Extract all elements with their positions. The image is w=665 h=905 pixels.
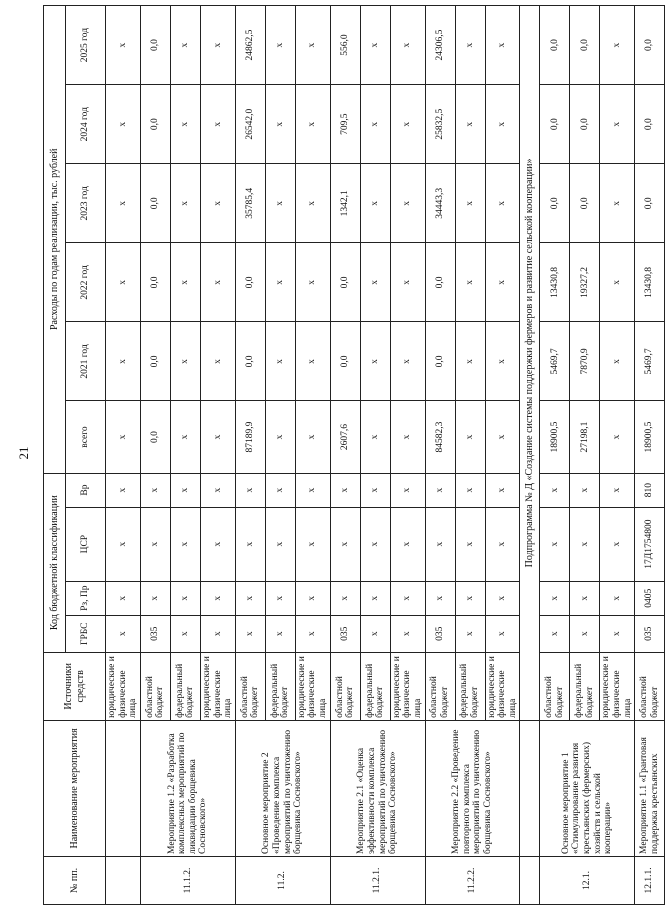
cell-y2023: х	[170, 164, 200, 243]
cell-source: юридические и физические лица	[200, 652, 235, 720]
cell-num: 11.1.2.	[140, 856, 235, 904]
table-row	[425, 6, 455, 905]
cell-y2023: 34443,3	[425, 164, 455, 243]
cell-y2023: х	[200, 164, 235, 243]
subprogram-title: Подпрограмма № Д «Создание системы поддержки фермеров и развитие сельской кооперации»	[520, 6, 540, 721]
cell-y2021: 0,0	[330, 322, 360, 401]
cell-y2021: х	[106, 322, 141, 401]
cell-rzpr: х	[140, 581, 170, 615]
cell-source: юридические и физические лица	[295, 652, 330, 720]
cell-name: Основное мероприятие 2 «Проведение комплекса мероприятий по уничтожению борщевика Сосновского»	[235, 720, 330, 856]
cell-y2025: 0,0	[635, 6, 665, 85]
cell-grbs: х	[360, 615, 390, 652]
cell-grbs: 035	[330, 615, 360, 652]
cell-total: 2607,6	[330, 401, 360, 473]
expenses-header: Расходы по годам реализации, тыс. рублей	[44, 6, 66, 474]
cell-source: областной бюджет	[540, 652, 570, 720]
cell-y2021: х	[390, 322, 425, 401]
cell-rzpr: х	[200, 581, 235, 615]
cell-source: юридические и физические лица	[390, 652, 425, 720]
cell-y2023: х	[485, 164, 520, 243]
cell-name: Мероприятие 2.1 «Оценка эффективности комплекса мероприятий по уничтожению борщевика Сосновского»	[330, 720, 425, 856]
cell-y2022: х	[200, 243, 235, 322]
col-csr-header: ЦСР	[66, 507, 106, 581]
cell-y2024: 25832,5	[425, 85, 455, 164]
cell-y2024: х	[106, 85, 141, 164]
cell-csr: х	[570, 507, 600, 581]
cell-y2021: 5469,7	[635, 322, 665, 401]
cell-total: х	[106, 401, 141, 473]
cell-y2021: 7870,9	[570, 322, 600, 401]
cell-grbs: х	[485, 615, 520, 652]
cell-name: Мероприятие 1.1 «Грантовая поддержка крестьянских	[635, 720, 665, 856]
cell-y2022: х	[390, 243, 425, 322]
cell-y2024: 0,0	[635, 85, 665, 164]
cell-y2023: х	[455, 164, 485, 243]
cell-y2025: х	[360, 6, 390, 85]
cell-rzpr: х	[170, 581, 200, 615]
cell-total: х	[170, 401, 200, 473]
cell-source: федеральный бюджет	[170, 652, 200, 720]
cell-y2024: х	[455, 85, 485, 164]
cell-y2025: х	[600, 6, 635, 85]
cell-total: 27198,1	[570, 401, 600, 473]
cell-rzpr: х	[295, 581, 330, 615]
cell-y2023: х	[390, 164, 425, 243]
cell-total: 87189,9	[235, 401, 265, 473]
col-year-2023: 2023 год	[66, 164, 106, 243]
cell-total: х	[390, 401, 425, 473]
cell-source: федеральный бюджет	[265, 652, 295, 720]
cell-y2021: 0,0	[235, 322, 265, 401]
cell-source: юридические и физические лица	[485, 652, 520, 720]
col-rzpr-header: Рз, Пр	[66, 581, 106, 615]
table-row	[540, 6, 570, 905]
col-grbs-header: ГРБС	[66, 615, 106, 652]
cell-total: 0,0	[140, 401, 170, 473]
cell-y2025: 24306,5	[425, 6, 455, 85]
cell-grbs: х	[540, 615, 570, 652]
col-sources-header: Источники средств	[44, 652, 106, 720]
cell-y2023: х	[600, 164, 635, 243]
cell-y2022: х	[170, 243, 200, 322]
cell-y2023: 1342,1	[330, 164, 360, 243]
cell-rzpr: х	[570, 581, 600, 615]
cell-y2022: х	[485, 243, 520, 322]
cell-y2023: х	[295, 164, 330, 243]
cell-num: 11.2.2.	[425, 856, 520, 904]
cell-y2024: 0,0	[570, 85, 600, 164]
cell-csr: х	[540, 507, 570, 581]
col-num-header: № пп.	[44, 856, 106, 904]
document-page	[43, 0, 660, 905]
cell-total: х	[360, 401, 390, 473]
cell-vr: х	[600, 473, 635, 507]
cell-csr: х	[330, 507, 360, 581]
cell-rzpr: х	[455, 581, 485, 615]
cell-grbs: х	[106, 615, 141, 652]
col-year-2024: 2024 год	[66, 85, 106, 164]
cell-y2025: х	[455, 6, 485, 85]
cell-num: 12.1.1.	[635, 856, 665, 904]
cell-y2021: 0,0	[140, 322, 170, 401]
cell-total: х	[265, 401, 295, 473]
table-row	[330, 6, 360, 905]
cell-y2021: х	[170, 322, 200, 401]
cell-y2023: 0,0	[140, 164, 170, 243]
cell-y2022: х	[265, 243, 295, 322]
cell-grbs: х	[170, 615, 200, 652]
cell-y2021: 5469,7	[540, 322, 570, 401]
cell-csr: х	[455, 507, 485, 581]
cell-rzpr: х	[106, 581, 141, 615]
cell-total: х	[295, 401, 330, 473]
cell-grbs: х	[295, 615, 330, 652]
cell-y2022: х	[455, 243, 485, 322]
cell-y2022: х	[106, 243, 141, 322]
cell-vr: х	[570, 473, 600, 507]
cell-num: 12.1.	[540, 856, 635, 904]
cell-y2024: х	[200, 85, 235, 164]
page-number: 21	[16, 446, 31, 460]
cell-y2021: х	[455, 322, 485, 401]
cell-source: областной бюджет	[425, 652, 455, 720]
cell-total: 18900,5	[540, 401, 570, 473]
cell-source: областной бюджет	[235, 652, 265, 720]
table-row	[235, 6, 265, 905]
cell-y2024: 0,0	[140, 85, 170, 164]
cell-csr: х	[235, 507, 265, 581]
cell-csr: х	[360, 507, 390, 581]
cell-csr: х	[600, 507, 635, 581]
cell-y2025: 24862,5	[235, 6, 265, 85]
cell-grbs: х	[600, 615, 635, 652]
col-year-2025: 2025 год	[66, 6, 106, 85]
cell-y2025: х	[200, 6, 235, 85]
cell-rzpr: х	[540, 581, 570, 615]
cell-y2023: х	[265, 164, 295, 243]
cell-vr: х	[360, 473, 390, 507]
cell-total: х	[600, 401, 635, 473]
cell-vr: х	[295, 473, 330, 507]
cell-grbs: х	[200, 615, 235, 652]
cell-grbs: х	[235, 615, 265, 652]
cell-source: федеральный бюджет	[455, 652, 485, 720]
cell-grbs: 035	[425, 615, 455, 652]
cell-rzpr: х	[360, 581, 390, 615]
cell-num	[520, 856, 540, 904]
cell-csr: х	[425, 507, 455, 581]
cell-y2024: х	[170, 85, 200, 164]
cell-vr: х	[455, 473, 485, 507]
table-row	[140, 6, 170, 905]
cell-y2024: х	[295, 85, 330, 164]
cell-csr: х	[106, 507, 141, 581]
cell-rzpr: х	[235, 581, 265, 615]
cell-y2021: 0,0	[425, 322, 455, 401]
cell-name: Основное мероприятие 1 «Стимулирование развития крестьянских (фермерских) хозяйств и сельской кооперации»	[540, 720, 635, 856]
cell-y2021: х	[265, 322, 295, 401]
cell-source: федеральный бюджет	[360, 652, 390, 720]
cell-total: 18900,5	[635, 401, 665, 473]
cell-y2021: х	[295, 322, 330, 401]
cell-vr: х	[265, 473, 295, 507]
cell-y2025: 0,0	[540, 6, 570, 85]
cell-y2023: 0,0	[540, 164, 570, 243]
table-row	[635, 6, 665, 905]
cell-vr: х	[140, 473, 170, 507]
cell-y2025: х	[485, 6, 520, 85]
cell-source: областной бюджет	[140, 652, 170, 720]
cell-grbs: х	[390, 615, 425, 652]
cell-grbs: х	[455, 615, 485, 652]
cell-y2022: 0,0	[425, 243, 455, 322]
col-vr-header: Вр	[66, 473, 106, 507]
cell-y2025: 0,0	[140, 6, 170, 85]
cell-vr: х	[170, 473, 200, 507]
cell-y2022: х	[360, 243, 390, 322]
cell-y2025: х	[295, 6, 330, 85]
cell-num: 11.2.1.	[330, 856, 425, 904]
cell-rzpr: х	[485, 581, 520, 615]
cell-rzpr: х	[265, 581, 295, 615]
cell-total: х	[200, 401, 235, 473]
cell-y2022: 13430,8	[540, 243, 570, 322]
cell-rzpr: х	[390, 581, 425, 615]
cell-y2023: 0,0	[635, 164, 665, 243]
cell-y2025: х	[390, 6, 425, 85]
cell-grbs: 035	[635, 615, 665, 652]
cell-name	[520, 720, 540, 856]
cell-source: юридические и физические лица	[600, 652, 635, 720]
cell-csr: х	[295, 507, 330, 581]
col-total-header: всего	[66, 401, 106, 473]
cell-y2022: 0,0	[235, 243, 265, 322]
cell-y2022: 13430,8	[635, 243, 665, 322]
cell-vr: х	[330, 473, 360, 507]
table-row	[106, 6, 141, 905]
cell-y2024: 709,5	[330, 85, 360, 164]
cell-y2021: х	[360, 322, 390, 401]
cell-csr: х	[170, 507, 200, 581]
cell-vr: 810	[635, 473, 665, 507]
cell-name	[106, 720, 141, 856]
cell-num: 11.2.	[235, 856, 330, 904]
cell-vr: х	[540, 473, 570, 507]
cell-rzpr: 0405	[635, 581, 665, 615]
cell-csr: х	[200, 507, 235, 581]
cell-grbs: х	[570, 615, 600, 652]
cell-y2025: х	[170, 6, 200, 85]
cell-y2023: х	[360, 164, 390, 243]
cell-y2022: х	[295, 243, 330, 322]
cell-num	[106, 856, 141, 904]
cell-y2025: 556,0	[330, 6, 360, 85]
cell-y2024: х	[600, 85, 635, 164]
cell-csr: х	[140, 507, 170, 581]
cell-total: х	[455, 401, 485, 473]
cell-name: Мероприятие 2.2 «Проведение повторного комплекса мероприятий по уничтожению борщевика Сосновского»	[425, 720, 520, 856]
col-year-2022: 2022 год	[66, 243, 106, 322]
cell-name: Мероприятие 1.2 «Разработка комплексных мероприятий по ликвидации борщевика Сосновского»	[140, 720, 235, 856]
cell-y2021: х	[485, 322, 520, 401]
col-name-header: Наименование мероприятия	[44, 720, 106, 856]
cell-y2022: х	[600, 243, 635, 322]
cell-source: областной бюджет	[330, 652, 360, 720]
cell-vr: х	[485, 473, 520, 507]
cell-grbs: 035	[140, 615, 170, 652]
budget-code-header: Код бюджетной классификации	[44, 473, 66, 652]
cell-y2024: 0,0	[540, 85, 570, 164]
col-year-2021: 2021 год	[66, 322, 106, 401]
cell-y2024: х	[485, 85, 520, 164]
cell-csr: 17Д1754800	[635, 507, 665, 581]
cell-y2022: 0,0	[140, 243, 170, 322]
subprogram-row	[520, 6, 540, 905]
cell-csr: х	[265, 507, 295, 581]
cell-y2022: 0,0	[330, 243, 360, 322]
cell-rzpr: х	[600, 581, 635, 615]
cell-y2025: х	[106, 6, 141, 85]
cell-vr: х	[235, 473, 265, 507]
cell-grbs: х	[265, 615, 295, 652]
cell-y2024: 26542,0	[235, 85, 265, 164]
cell-source: областной бюджет	[635, 652, 665, 720]
cell-csr: х	[485, 507, 520, 581]
cell-vr: х	[390, 473, 425, 507]
cell-source: юридические и физические лица	[106, 652, 141, 720]
cell-total: 84582,3	[425, 401, 455, 473]
cell-y2024: х	[390, 85, 425, 164]
cell-rzpr: х	[425, 581, 455, 615]
cell-y2025: 0,0	[570, 6, 600, 85]
cell-vr: х	[200, 473, 235, 507]
cell-y2021: х	[600, 322, 635, 401]
cell-rzpr: х	[330, 581, 360, 615]
cell-y2024: х	[265, 85, 295, 164]
cell-y2025: х	[265, 6, 295, 85]
budget-table	[43, 5, 665, 905]
cell-y2023: 0,0	[570, 164, 600, 243]
cell-y2023: х	[106, 164, 141, 243]
cell-y2021: х	[200, 322, 235, 401]
cell-y2024: х	[360, 85, 390, 164]
cell-csr: х	[390, 507, 425, 581]
cell-vr: х	[425, 473, 455, 507]
cell-source: федеральный бюджет	[570, 652, 600, 720]
cell-total: х	[485, 401, 520, 473]
cell-y2022: 19327,2	[570, 243, 600, 322]
cell-vr: х	[106, 473, 141, 507]
cell-y2023: 35785,4	[235, 164, 265, 243]
